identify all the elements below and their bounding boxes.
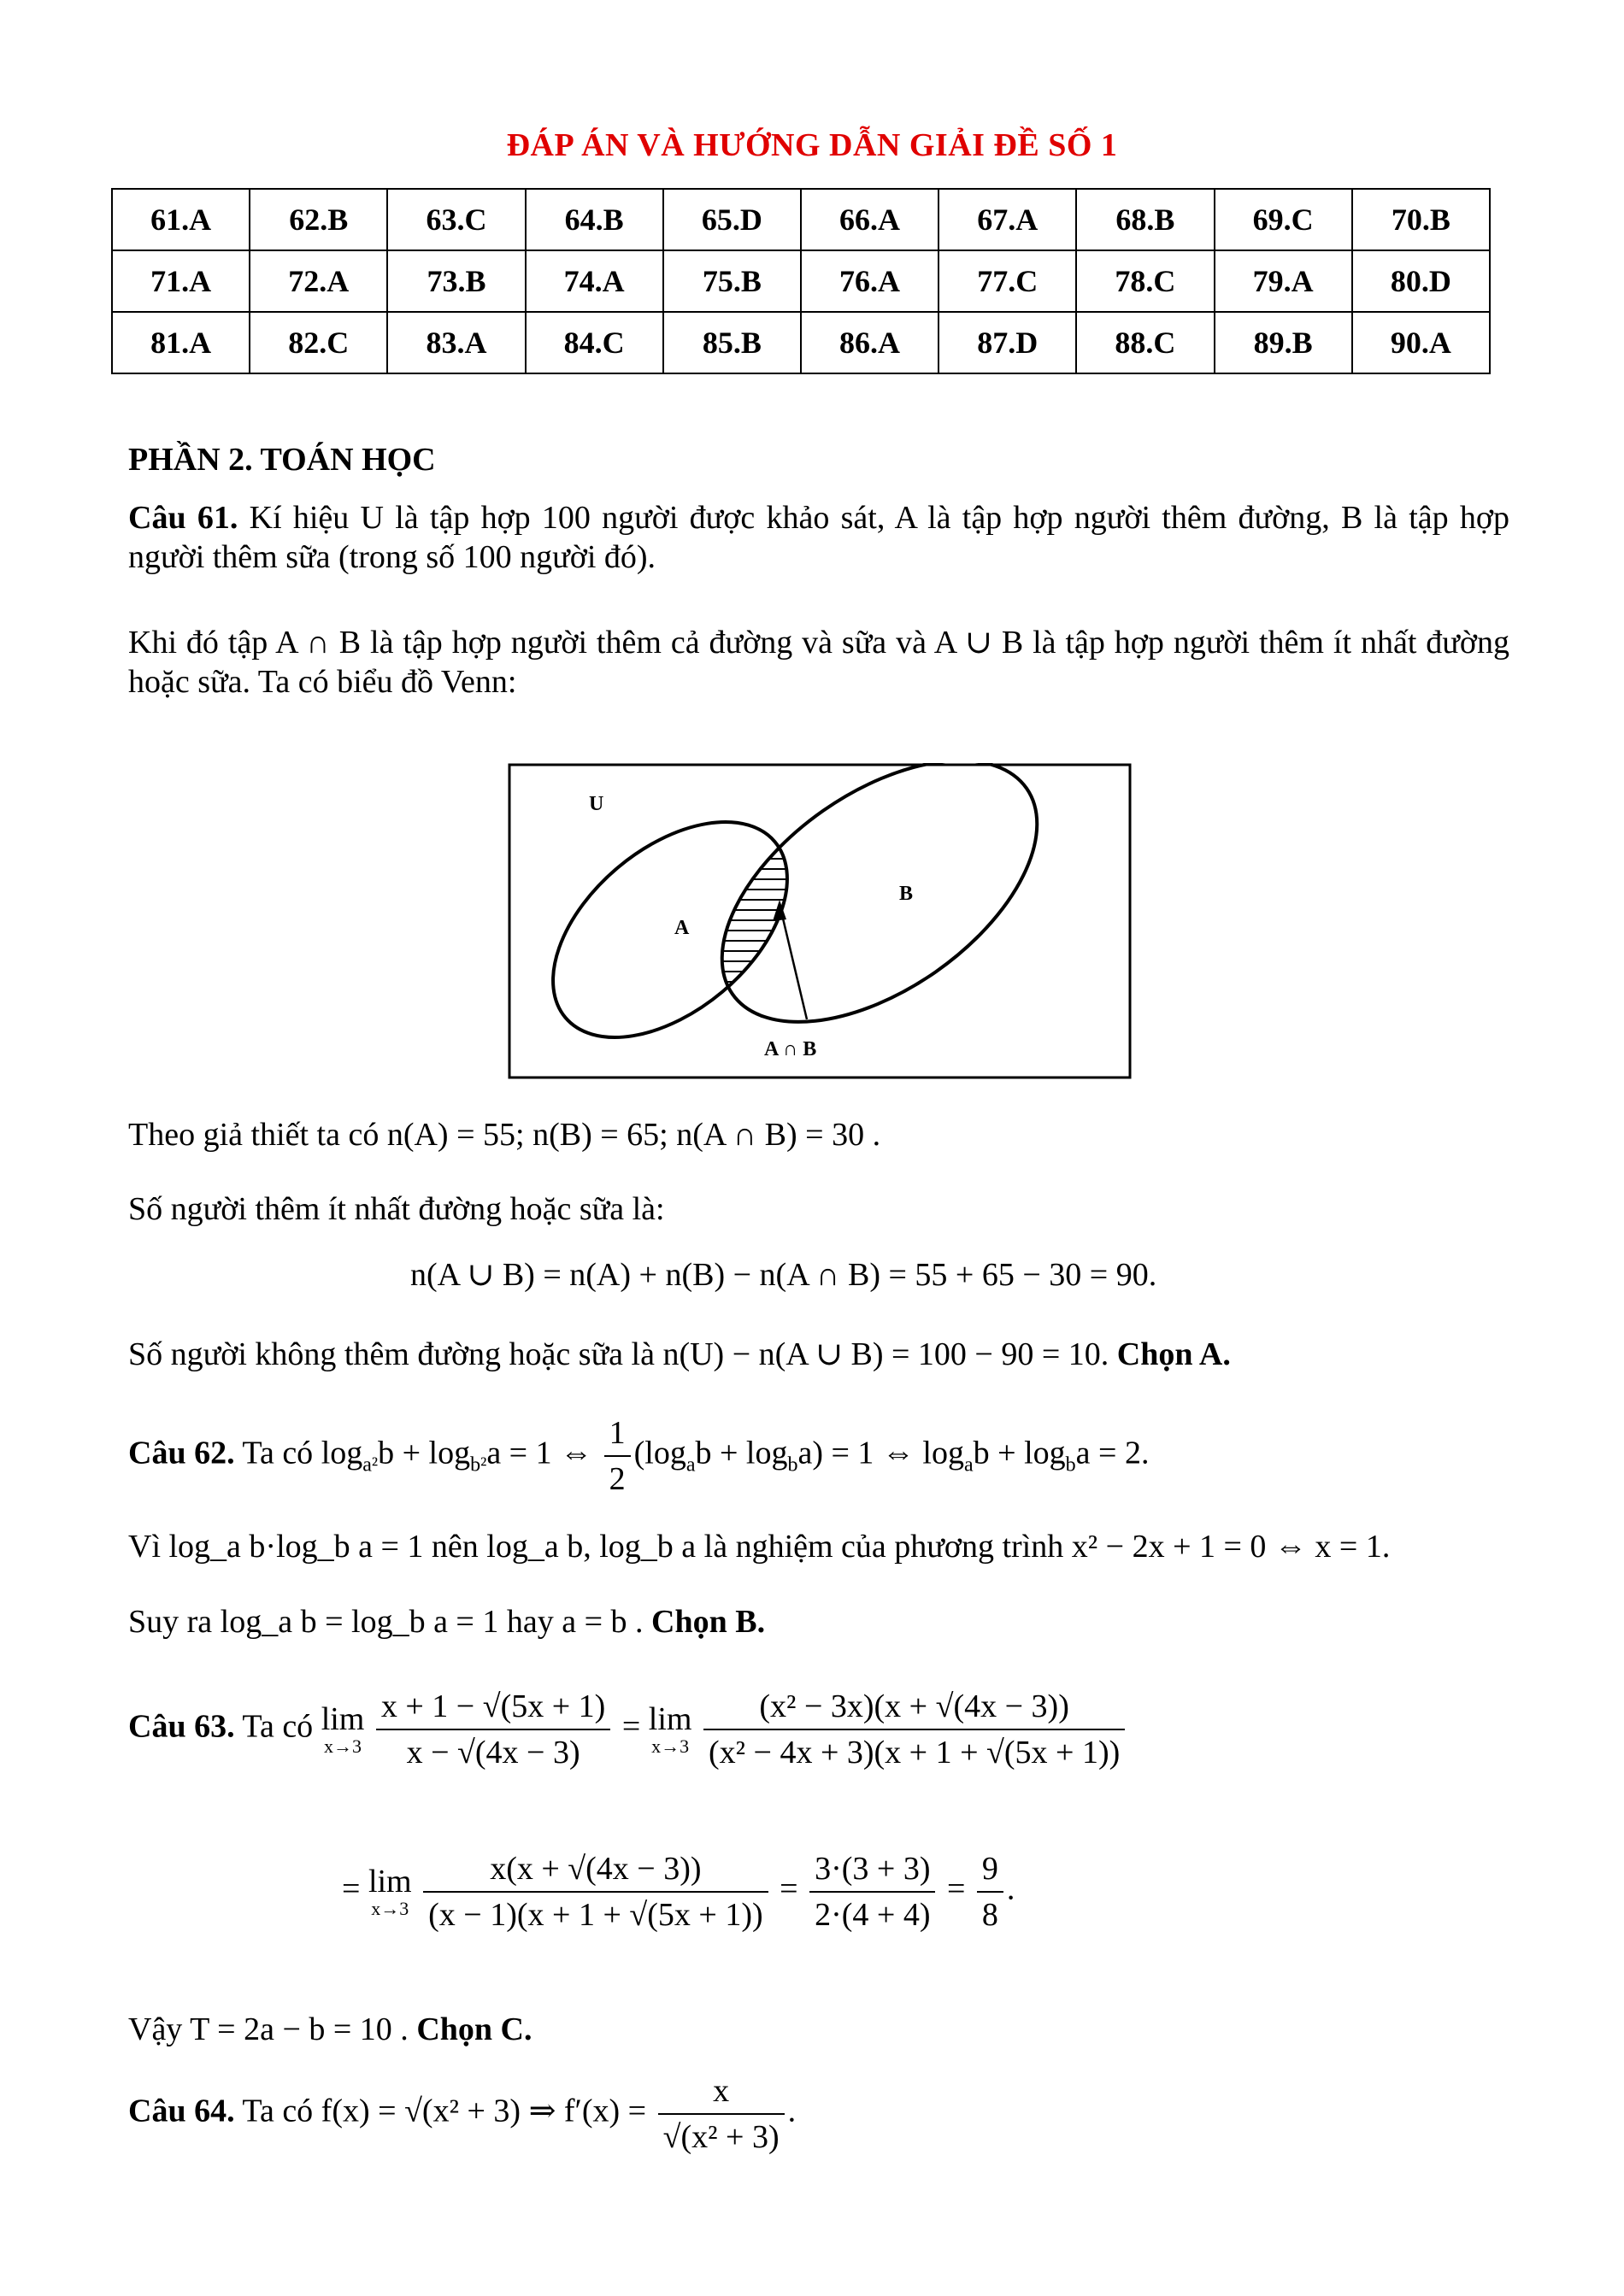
q61-choice: Chọn A. [1116, 1336, 1231, 1372]
answer-cell: 83.A [387, 312, 525, 373]
q62-line-1: Câu 62. Ta có $\log_{a^2}b + \log_{b^2}a = 1$ ⇔ $\frac{1}{2}$ $(\log_ab + \log_ba) = 1$ ⇔ $\log_ab + \log_ba = 2$. [128, 1415, 1150, 1497]
answer-cell: 70.B [1352, 189, 1490, 250]
answer-cell: 81.A [112, 312, 250, 373]
q61-equation: n(A ∪ B) = n(A) + n(B) − n(A ∩ B) = 55 + 65 − 30 = 90. [410, 1257, 1157, 1293]
q63-line-1: Câu 63. Ta có lim x→3 $\frac{x + 1 - √(5x + 1)}{x - √(4x - 3)}$ = lim x→3 $\frac{\text{(x² − 3x)(x + √(4x − 3))}}{\text{(x² − 4x + 3)(x + 1 + √(5x + 1))}}$ [128, 1688, 1128, 1771]
q63-choice: Chọn C. [416, 2011, 533, 2047]
answer-row [112, 312, 1490, 373]
q62-choice: Chọn B. [651, 1604, 766, 1640]
answer-cell: 72.A [250, 250, 387, 312]
answer-cell: 68.B [1076, 189, 1214, 250]
q64-fraction: $\frac{x}{\text{√(x² + 3)}}$ [658, 2072, 785, 2156]
q63-fraction-3: $\frac{x(x + √(4x - 3))}{(x - 1)(x + 1 + √(5x + 1))}$ [423, 1850, 768, 1934]
answer-cell: 86.A [801, 312, 939, 373]
answer-cell: 88.C [1076, 312, 1214, 373]
answer-cell: 69.C [1215, 189, 1352, 250]
label-b: B [899, 883, 914, 905]
venn-diagram [508, 763, 1132, 1079]
q64-line-1: Câu 64. Ta có f(x) = √(x² + 3) ⇒ f′(x) = $\frac{x}{\text{√(x² + 3)}}$ . [128, 2073, 797, 2155]
q61-label: Câu 61. [128, 500, 238, 536]
q63-fraction-5: $\frac{9}{8}$ [977, 1850, 1003, 1934]
q61-given: Theo giả thiết ta có n(A) = 55; n(B) = 65; n(A ∩ B) = 30 . [128, 1117, 881, 1153]
q63-fraction-2: $\frac{\text{(x² − 3x)(x + √(4x − 3))}}{\text{(x² − 4x + 3)(x + 1 + √(5x + 1))}}$ [703, 1688, 1125, 1771]
answer-cell: 66.A [801, 189, 939, 250]
q62-line-2: Vì log_a b·log_b a = 1 nên log_a b, log_b a là nghiệm của phương trình x² − 2x + 1 = 0 ⇔ x = 1. [128, 1529, 1391, 1565]
answer-cell: 65.D [663, 189, 801, 250]
answer-cell: 76.A [801, 250, 939, 312]
answer-cell: 84.C [526, 312, 663, 373]
answer-table [111, 188, 1491, 374]
q61-conclusion-text: Số người không thêm đường hoặc sữa là n(U) − n(A ∪ B) = 100 − 90 = 10. [128, 1336, 1109, 1372]
q64-label: Câu 64. [128, 2093, 235, 2129]
q61-paragraph-2 [128, 623, 1509, 702]
q62-line-3: Suy ra log_a b = log_b a = 1 hay a = b . Chọn B. [128, 1604, 766, 1640]
answer-cell: 61.A [112, 189, 250, 250]
label-a: A [674, 917, 690, 939]
q63-fraction-4: $\frac{3\cdot(3 + 3)}{2\cdot(4 + 4)}$ [809, 1850, 935, 1934]
answer-cell: 73.B [387, 250, 525, 312]
q61-text-2: Khi đó tập A ∩ B là tập hợp người thêm cả đường và sữa và A ∪ B là tập hợp người thêm ít nhất đường hoặc sữa. Ta có biểu đồ Venn: [128, 625, 1509, 700]
answer-row [112, 250, 1490, 312]
answer-cell: 71.A [112, 250, 250, 312]
answer-cell: 80.D [1352, 250, 1490, 312]
answer-cell: 79.A [1215, 250, 1352, 312]
label-intersection: A ∩ B [764, 1038, 817, 1060]
q61-text-3: Số người thêm ít nhất đường hoặc sữa là: [128, 1191, 665, 1227]
q61-paragraph-1 [128, 498, 1509, 577]
q62-label: Câu 62. [128, 1435, 235, 1471]
answer-cell: 67.A [939, 189, 1076, 250]
q63-fraction-1: $\frac{x + 1 - √(5x + 1)}{x - √(4x - 3)}$ [376, 1688, 610, 1771]
q63-line-2: = lim x→3 $\frac{x(x + √(4x - 3))}{(x - 1)(x + 1 + √(5x + 1))}$ = $\frac{3\cdot(3 + 3)}{2\cdot(4 + 4)}$ = $\frac{9}{8}$ . [342, 1851, 1015, 1933]
answer-cell: 62.B [250, 189, 387, 250]
answer-cell: 78.C [1076, 250, 1214, 312]
answer-cell: 82.C [250, 312, 387, 373]
answer-cell: 90.A [1352, 312, 1490, 373]
answer-row [112, 189, 1490, 250]
answer-cell: 87.D [939, 312, 1076, 373]
page-title: ĐÁP ÁN VÀ HƯỚNG DẪN GIẢI ĐỀ SỐ 1 [506, 127, 1118, 163]
answer-cell: 89.B [1215, 312, 1352, 373]
answer-cell: 85.B [663, 312, 801, 373]
section-heading: PHẦN 2. TOÁN HỌC [128, 442, 436, 478]
answer-cell: 63.C [387, 189, 525, 250]
q63-line-3: Vậy T = 2a − b = 10 . Chọn C. [128, 2011, 533, 2047]
answer-cell: 74.A [526, 250, 663, 312]
q62-half: $\frac{1}{2}$ [604, 1414, 631, 1498]
answer-cell: 75.B [663, 250, 801, 312]
q61-text-1: Kí hiệu U là tập hợp 100 người được khảo sát, A là tập hợp người thêm đường, B là tập hợp người thêm sữa (trong số 100 người đó). [128, 500, 1510, 575]
q63-label: Câu 63. [128, 1708, 235, 1745]
answer-cell: 64.B [526, 189, 663, 250]
answer-cell: 77.C [939, 250, 1076, 312]
label-u: U [589, 793, 604, 815]
q61-conclusion [128, 1335, 1509, 1374]
